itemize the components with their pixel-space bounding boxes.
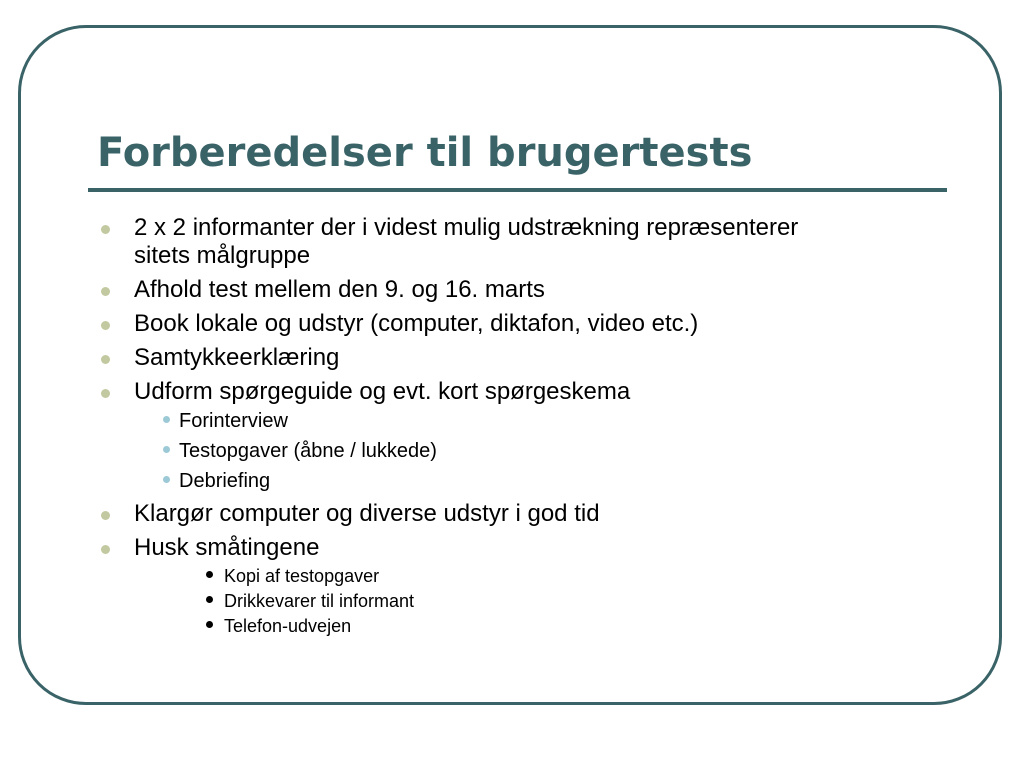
list-item — [96, 344, 956, 372]
bullet-dot-icon — [101, 389, 110, 398]
sub-list-item-text: Debriefing — [179, 470, 271, 492]
list-item-text: Book lokale og udstyr (computer, diktafon, video etc.) — [134, 310, 699, 337]
sub-list-item-text: Forinterview — [179, 410, 288, 432]
list-item-text: Udform spørgeguide og evt. kort spørgeskema — [134, 378, 631, 405]
sub-list-item — [134, 438, 956, 464]
bullet-dot-icon — [101, 545, 110, 554]
sub-list-item-text: Kopi af testopgaver — [224, 566, 380, 586]
sub-list-item — [134, 589, 956, 613]
sub-list-item-text: Drikkevarer til informant — [224, 591, 415, 611]
sub-list-item — [134, 614, 956, 638]
list-item-text-continued: sitets målgruppe — [134, 242, 311, 269]
sub-bullet-dot-icon — [163, 416, 170, 423]
sub-bullet-dot-icon — [206, 621, 213, 628]
sub-bullet-dot-icon — [206, 571, 213, 578]
list-item-text: 2 x 2 informanter der i videst mulig udstrækning repræsenterer — [134, 214, 799, 241]
sub-list-item — [134, 468, 956, 494]
list-item — [96, 214, 956, 270]
list-item-text: Afhold test mellem den 9. og 16. marts — [134, 276, 545, 303]
sub-bullet-list — [134, 564, 956, 638]
list-item-text: Klargør computer og diverse udstyr i god tid — [134, 500, 600, 527]
slide-title: Forberedelser til brugertests — [97, 130, 753, 176]
bullet-list — [96, 214, 956, 644]
bullet-dot-icon — [101, 355, 110, 364]
bullet-dot-icon — [101, 287, 110, 296]
sub-list-item-text: Testopgaver (åbne / lukkede) — [179, 440, 437, 462]
list-item — [96, 500, 956, 528]
sub-list-item-text: Telefon-udvejen — [224, 616, 352, 636]
list-item — [96, 276, 956, 304]
sub-bullet-dot-icon — [163, 476, 170, 483]
list-item — [96, 378, 956, 494]
bullet-dot-icon — [101, 225, 110, 234]
sub-bullet-dot-icon — [163, 446, 170, 453]
title-underline — [88, 188, 947, 192]
list-item — [96, 534, 956, 638]
sub-bullet-list — [134, 408, 956, 494]
sub-bullet-dot-icon — [206, 596, 213, 603]
list-item — [96, 310, 956, 338]
sub-list-item — [134, 408, 956, 434]
list-item-text: Husk småtingene — [134, 534, 320, 561]
bullet-dot-icon — [101, 321, 110, 330]
sub-list-item — [134, 564, 956, 588]
bullet-dot-icon — [101, 511, 110, 520]
list-item-text: Samtykkeerklæring — [134, 344, 340, 371]
